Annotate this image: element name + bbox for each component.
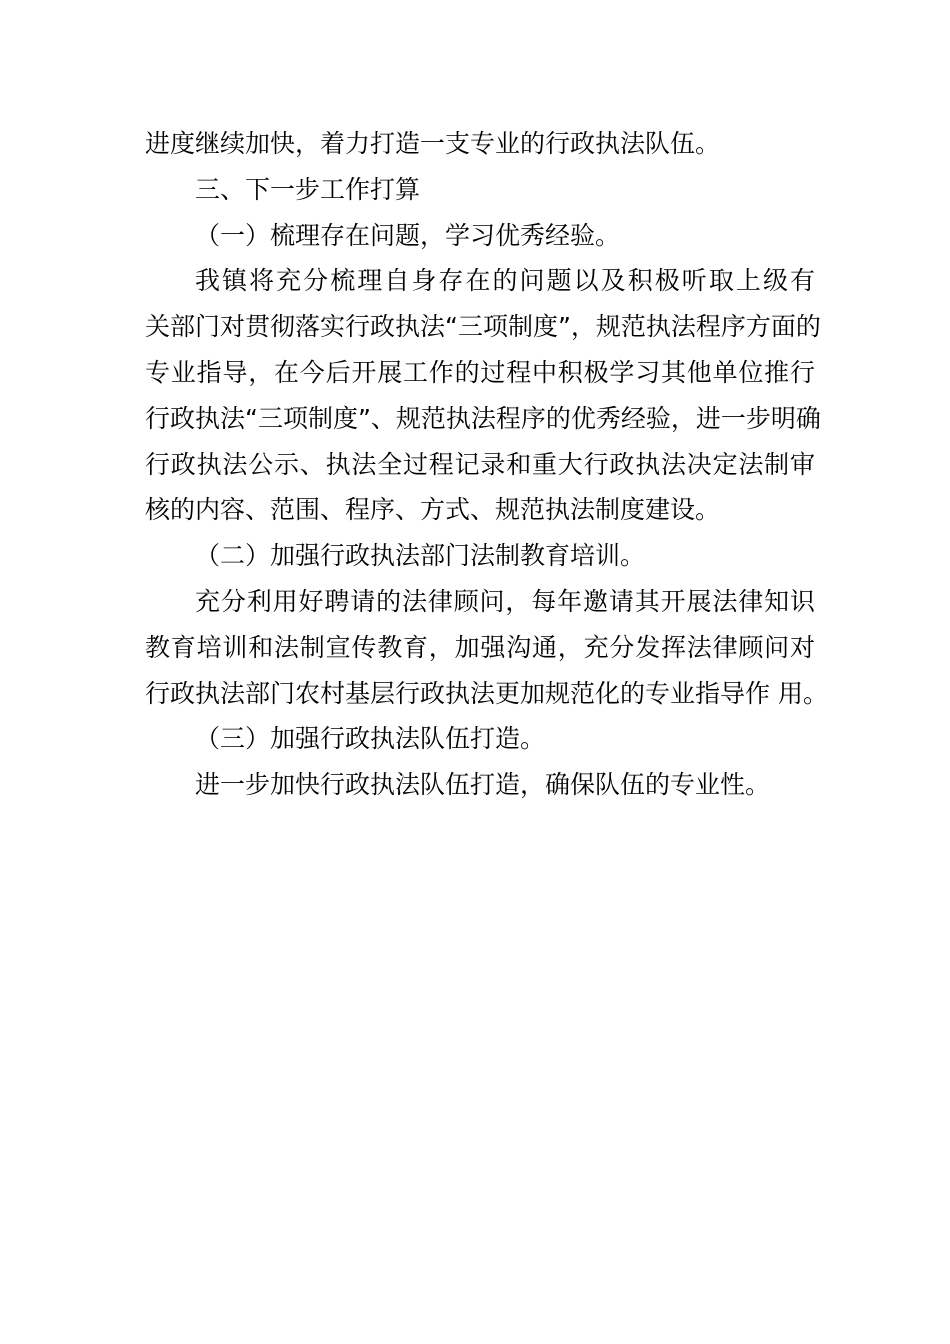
text-line: 进度继续加快，着力打造一支专业的行政执法队伍。 <box>145 129 721 158</box>
text-line: 行政执法部门农村基层行政执法更加规范化的专业指导作 用。 <box>145 678 828 708</box>
text-line: （二）加强行政执法部门法制教育培训。 <box>195 541 646 571</box>
text-line: （三）加强行政执法队伍打造。 <box>195 724 546 754</box>
text-line: 行政执法公示、执法全过程记录和重大行政执法决定法制审 <box>145 449 815 479</box>
text-line: 我镇将充分梳理自身存在的问题以及积极听取上级有 <box>195 266 815 296</box>
text-line: 充分利用好聘请的法律顾问，每年邀请其开展法律知识 <box>195 586 815 616</box>
text-line: 进一步加快行政执法队伍打造，确保队伍的专业性。 <box>195 770 771 800</box>
text-line: 教育培训和法制宣传教育，加强沟通，充分发挥法律顾问对 <box>145 632 815 662</box>
text-line: （一）梳理存在问题，学习优秀经验。 <box>195 220 621 250</box>
text-line: 行政执法“三项制度”、规范执法程序的优秀经验，进一步明确 <box>145 403 821 433</box>
document-body <box>145 121 828 808</box>
text-line: 专业指导，在今后开展工作的过程中积极学习其他单位推行 <box>145 357 815 387</box>
text-line: 核的内容、范围、程序、方式、规范执法制度建设。 <box>145 495 721 525</box>
text-line: 关部门对贯彻落实行政执法“三项制度”，规范执法程序方面的 <box>145 312 821 342</box>
text-line: 三、下一步工作打算 <box>195 174 421 204</box>
